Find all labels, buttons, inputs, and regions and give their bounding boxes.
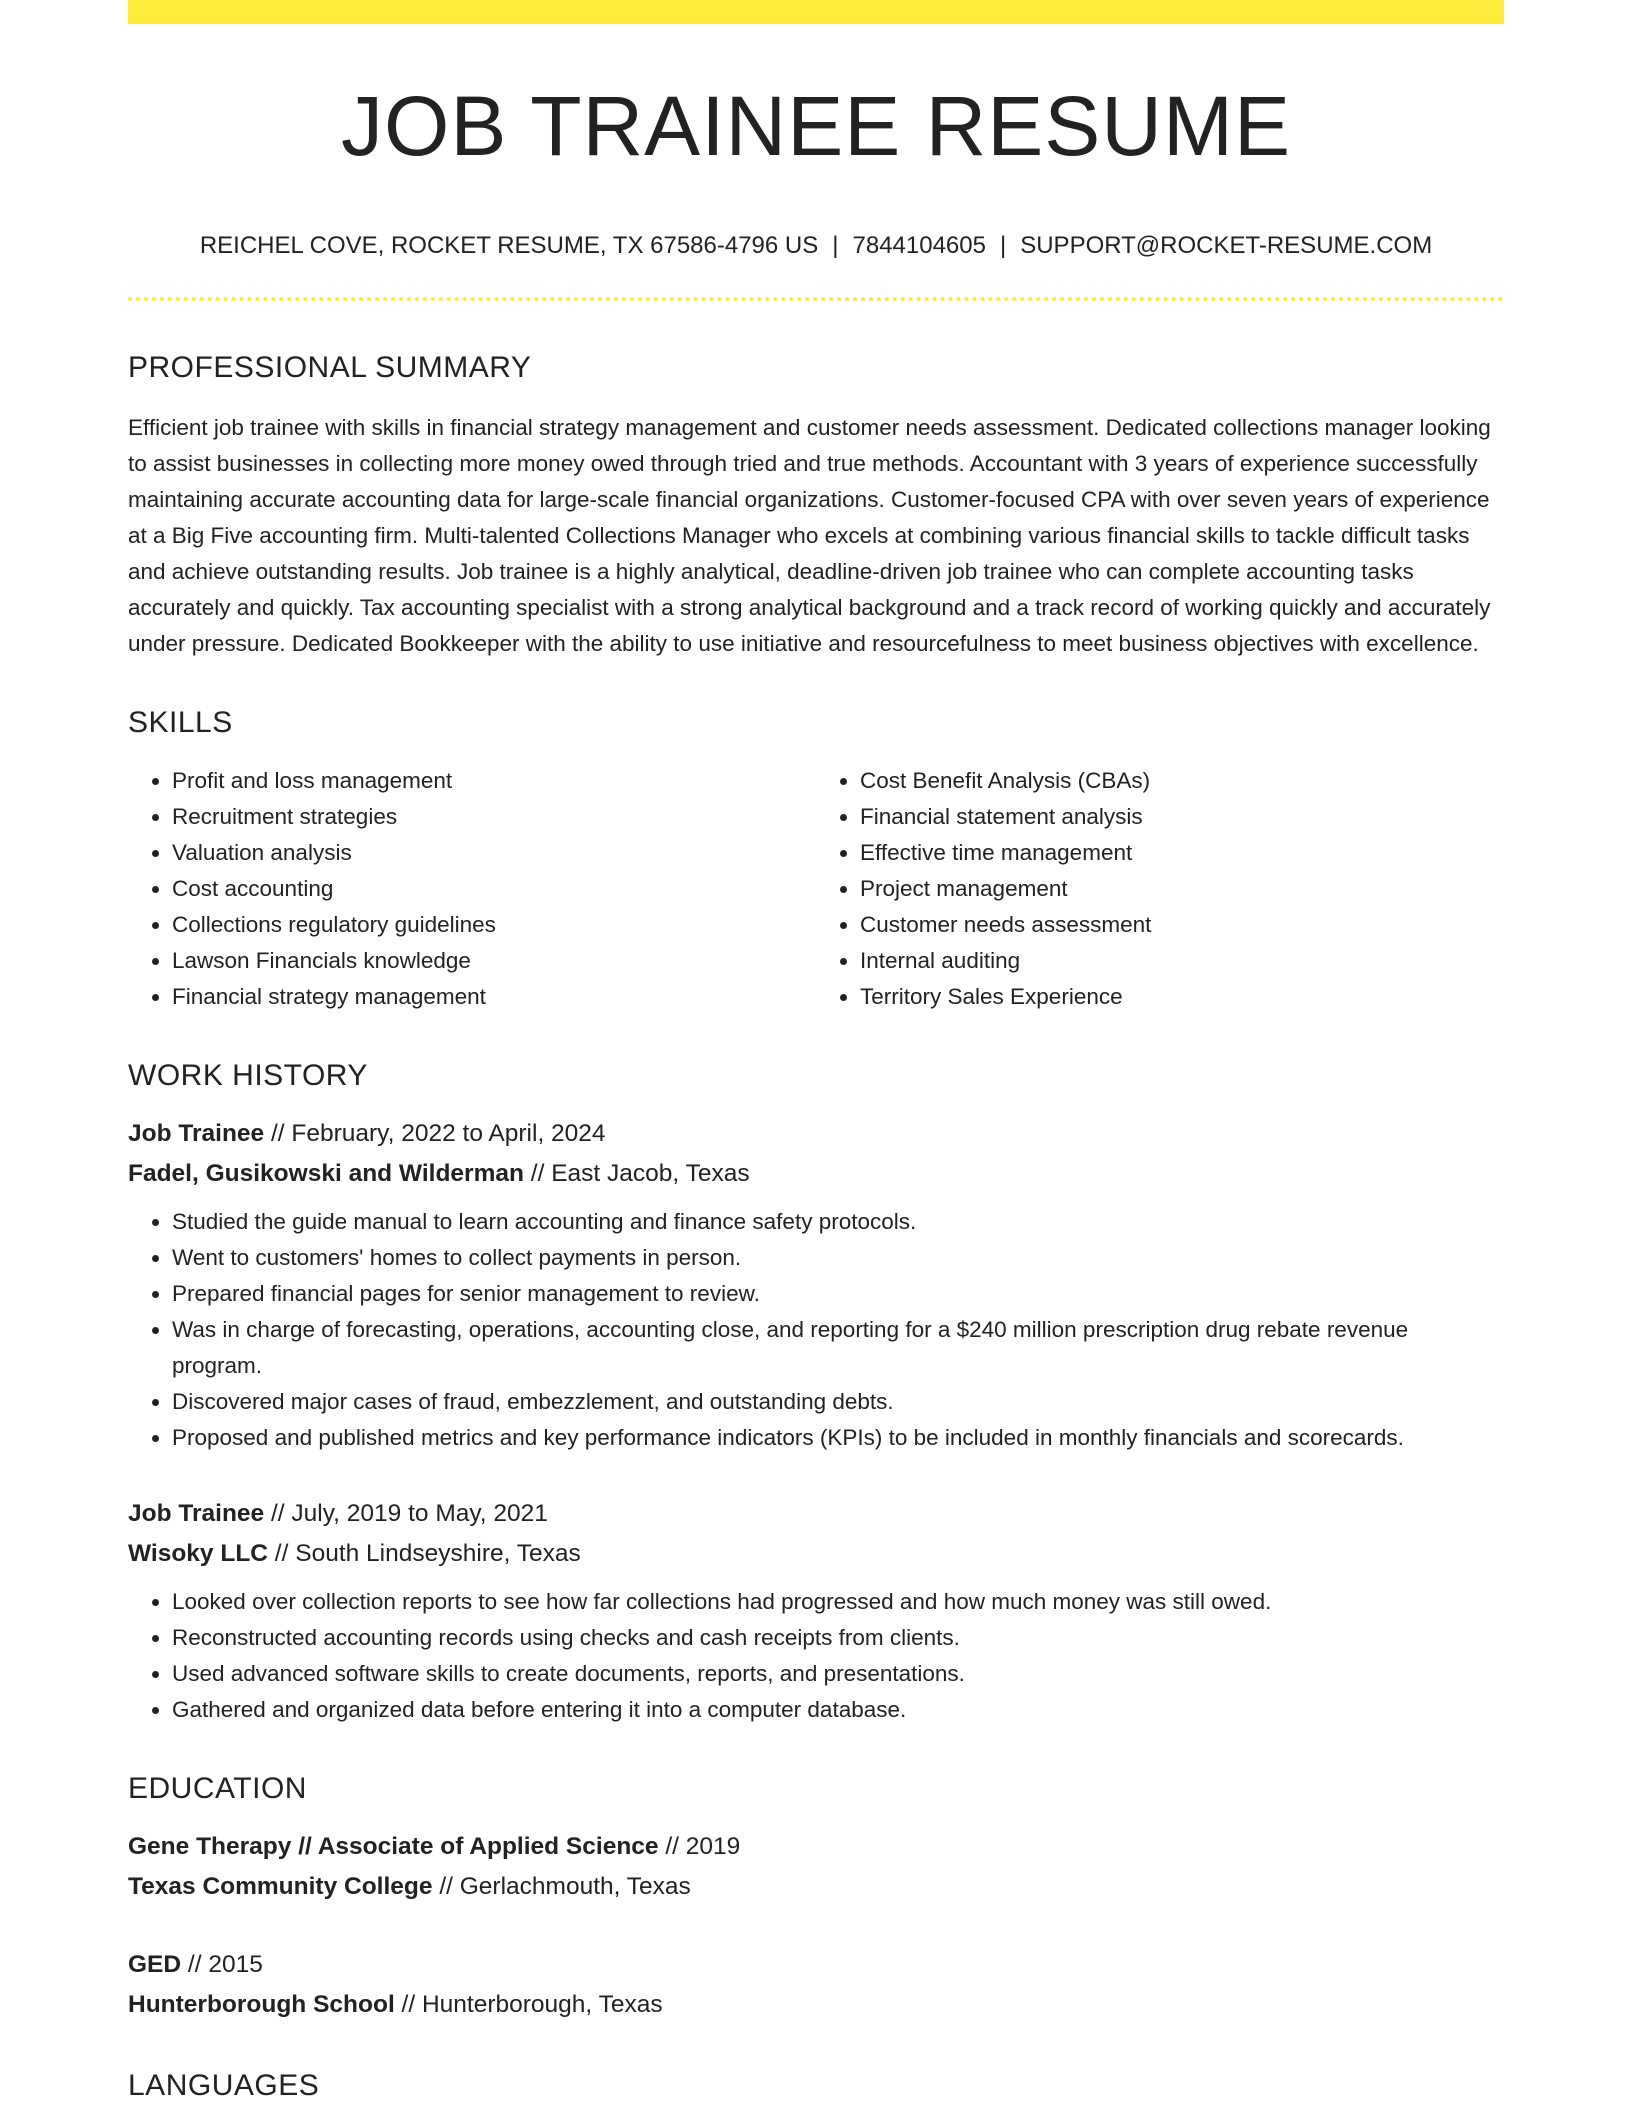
skill-item: • Territory Sales Experience xyxy=(860,979,1504,1015)
resume-title: JOB TRAINEE RESUME xyxy=(341,79,1291,173)
job-dates: // February, 2022 to April, 2024 xyxy=(264,1119,606,1147)
job-bullet: • Proposed and published metrics and key performance indicators (KPIs) to be included in monthly financials and scorecards. xyxy=(172,1420,1504,1456)
job-bullet: • Looked over collection reports to see how far collections had progressed and how much money was still owed. xyxy=(172,1584,1504,1620)
job-bullet: • Went to customers' homes to collect payments in person. xyxy=(172,1240,1504,1276)
skills-left-list xyxy=(128,763,816,1015)
job-entry xyxy=(128,1114,1504,1456)
job-title: Job Trainee xyxy=(128,1499,265,1527)
job-company-line xyxy=(128,1154,1504,1194)
skill-item: • Collections regulatory guidelines xyxy=(172,907,816,943)
job-bullet: • Gathered and organized data before entering it into a computer database. xyxy=(172,1692,1504,1728)
resume-page xyxy=(128,0,1504,2102)
dotted-divider xyxy=(128,297,1504,301)
job-bullet: • Reconstructed accounting records using checks and cash receipts from clients. xyxy=(172,1620,1504,1656)
job-bullet: • Prepared financial pages for senior management to review. xyxy=(172,1276,1504,1312)
job-location: // South Lindseyshire, Texas xyxy=(268,1539,581,1567)
job-dates: // July, 2019 to May, 2021 xyxy=(264,1499,548,1527)
summary-heading: PROFESSIONAL SUMMARY xyxy=(128,350,532,384)
job-bullet: • Was in charge of forecasting, operations, accounting close, and reporting for a $240 million prescription drug rebate revenue program. xyxy=(172,1312,1504,1384)
job-title-line xyxy=(128,1494,1504,1534)
summary-text: Efficient job trainee with skills in financial strategy management and customer needs assessment. Dedicated collections manager looking to assist businesses in collecting more money owed through tried and true methods. Accountant with 3 years of experience successfully maintaining accurate accounting data for large-scale financial organizations. Customer-focused CPA with over seven years of experience at a Big Five accounting firm. Multi-talented Collections Manager who excels at combining various financial skills to tackle difficult tasks and achieve outstanding results. Job trainee is a highly analytical, deadline-driven job trainee who can complete accounting tasks accurately and quickly. Tax accounting specialist with a strong analytical background and a track record of working quickly and accurately under pressure. Dedicated Bookkeeper with the ability to use initiative and resourcefulness to meet business objectives with excellence. xyxy=(128,414,1491,656)
skill-item: • Financial strategy management xyxy=(172,979,816,1015)
job-entry xyxy=(128,1494,1504,1728)
job-bullet: • Studied the guide manual to learn accounting and finance safety protocols. xyxy=(172,1204,1504,1240)
skill-item: • Cost Benefit Analysis (CBAs) xyxy=(860,763,1504,799)
skill-item: • Recruitment strategies xyxy=(172,799,816,835)
edu-location: // Hunterborough, Texas xyxy=(394,1990,663,2018)
skill-item: • Profit and loss management xyxy=(172,763,816,799)
contact-phone: 7844104605 xyxy=(852,232,986,259)
skills-right-list xyxy=(816,763,1504,1015)
job-location: // East Jacob, Texas xyxy=(523,1159,750,1187)
skill-item: • Internal auditing xyxy=(860,943,1504,979)
job-title-line xyxy=(128,1114,1504,1154)
edu-year: // 2015 xyxy=(181,1950,263,1978)
job-bullets xyxy=(128,1584,1504,1728)
skill-item: • Valuation analysis xyxy=(172,835,816,871)
job-bullets xyxy=(128,1204,1504,1456)
edu-degree: Gene Therapy // Associate of Applied Science xyxy=(128,1832,659,1860)
skill-item: • Effective time management xyxy=(860,835,1504,871)
edu-school-line xyxy=(128,1867,1504,1907)
job-bullet: • Used advanced software skills to create documents, reports, and presentations. xyxy=(172,1656,1504,1692)
edu-year: // 2019 xyxy=(658,1832,741,1860)
job-company: Fadel, Gusikowski and Wilderman xyxy=(128,1159,524,1187)
job-company-line xyxy=(128,1534,1504,1574)
education-entry xyxy=(128,1827,1504,1907)
edu-school: Hunterborough School xyxy=(128,1990,395,2018)
edu-degree-line xyxy=(128,1827,1504,1867)
edu-degree-line xyxy=(128,1945,1504,1985)
edu-location: // Gerlachmouth, Texas xyxy=(432,1872,691,1900)
contact-address: REICHEL COVE, ROCKET RESUME, TX 67586-4796 US xyxy=(199,232,819,259)
education-heading: EDUCATION xyxy=(128,1771,307,1805)
skill-item: • Project management xyxy=(860,871,1504,907)
job-title: Job Trainee xyxy=(128,1119,265,1147)
work-history-heading: WORK HISTORY xyxy=(128,1058,368,1092)
job-company: Wisoky LLC xyxy=(128,1539,268,1567)
skill-item: • Cost accounting xyxy=(172,871,816,907)
contact-separator: | xyxy=(999,232,1007,259)
contact-line xyxy=(128,232,1504,261)
edu-degree: GED xyxy=(128,1950,182,1978)
edu-school-line xyxy=(128,1985,1504,2025)
languages-heading: LANGUAGES xyxy=(128,2068,320,2102)
skill-item: • Customer needs assessment xyxy=(860,907,1504,943)
accent-top-bar xyxy=(128,0,1504,24)
skill-item: • Lawson Financials knowledge xyxy=(172,943,816,979)
skills-columns xyxy=(128,763,1504,1015)
edu-school: Texas Community College xyxy=(128,1872,433,1900)
skill-item: • Financial statement analysis xyxy=(860,799,1504,835)
skills-heading: SKILLS xyxy=(128,705,233,739)
contact-separator: | xyxy=(832,232,839,259)
job-bullet: • Discovered major cases of fraud, embezzlement, and outstanding debts. xyxy=(172,1384,1504,1420)
contact-email: SUPPORT@ROCKET-RESUME.COM xyxy=(1020,232,1433,259)
education-entry xyxy=(128,1945,1504,2025)
